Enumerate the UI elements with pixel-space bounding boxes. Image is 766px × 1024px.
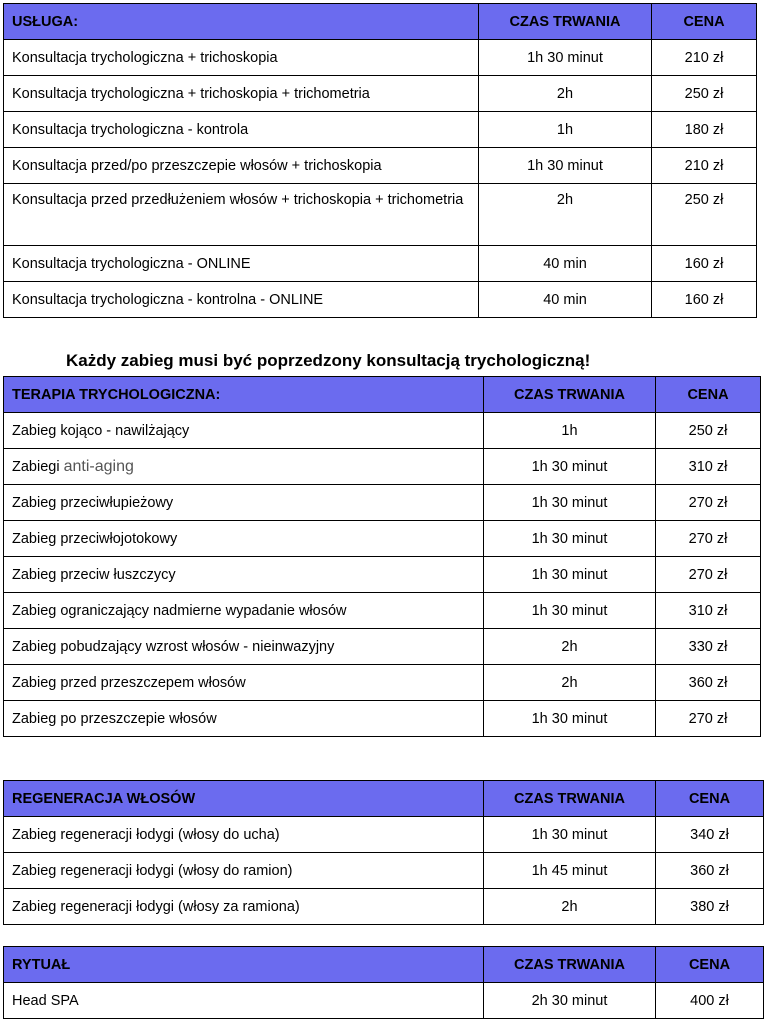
service-duration: 1h 30 minut xyxy=(484,701,656,737)
service-name: Zabieg regeneracji łodygi (włosy do ucha) xyxy=(4,817,484,853)
column-header-duration: CZAS TRWANIA xyxy=(484,377,656,413)
service-name: Zabieg ograniczający nadmierne wypadanie włosów xyxy=(4,593,484,629)
table-row xyxy=(4,557,761,593)
service-duration: 2h xyxy=(484,889,656,925)
table-header-row xyxy=(4,377,761,413)
service-name: Zabieg po przeszczepie włosów xyxy=(4,701,484,737)
service-name: Konsultacja przed/po przeszczepie włosów + trichoskopia xyxy=(4,148,479,184)
table-row xyxy=(4,521,761,557)
column-header-price: CENA xyxy=(652,4,757,40)
column-header-service: TERAPIA TRYCHOLOGICZNA: xyxy=(4,377,484,413)
table-header-row xyxy=(4,947,764,983)
service-name: Zabieg przeciwłojotokowy xyxy=(4,521,484,557)
table-header-row xyxy=(4,4,757,40)
hair-regeneration-table xyxy=(3,780,764,925)
table-row xyxy=(4,485,761,521)
table-row xyxy=(4,593,761,629)
service-name-highlight: anti-aging xyxy=(63,457,134,475)
column-header-price: CENA xyxy=(656,947,764,983)
table-row xyxy=(4,148,757,184)
ritual-table xyxy=(3,946,764,1019)
table-row xyxy=(4,76,757,112)
service-name: Zabieg pobudzający wzrost włosów - nieinwazyjny xyxy=(4,629,484,665)
service-duration: 2h 30 minut xyxy=(484,983,656,1019)
service-price: 360 zł xyxy=(656,853,764,889)
table-row xyxy=(4,449,761,485)
table-row xyxy=(4,112,757,148)
service-name: Konsultacja trychologiczna + trichoskopia + trichometria xyxy=(4,76,479,112)
service-name: Konsultacja przed przedłużeniem włosów + trichoskopia + trichometria xyxy=(4,184,479,246)
table-row xyxy=(4,413,761,449)
service-name: Konsultacja trychologiczna + trichoskopia xyxy=(4,40,479,76)
service-name: Zabieg regeneracji łodygi (włosy za ramiona) xyxy=(4,889,484,925)
service-duration: 1h 45 minut xyxy=(484,853,656,889)
column-header-duration: CZAS TRWANIA xyxy=(484,947,656,983)
service-duration: 40 min xyxy=(479,246,652,282)
service-price: 160 zł xyxy=(652,282,757,318)
column-header-duration: CZAS TRWANIA xyxy=(479,4,652,40)
service-price: 250 zł xyxy=(652,76,757,112)
service-price: 250 zł xyxy=(652,184,757,246)
service-name: Konsultacja trychologiczna - ONLINE xyxy=(4,246,479,282)
column-header-service: USŁUGA: xyxy=(4,4,479,40)
service-price: 270 zł xyxy=(656,701,761,737)
service-name: Zabieg regeneracji łodygi (włosy do ramion) xyxy=(4,853,484,889)
service-duration: 1h 30 minut xyxy=(484,485,656,521)
service-price: 180 zł xyxy=(652,112,757,148)
service-duration: 1h xyxy=(479,112,652,148)
service-name: Konsultacja trychologiczna - kontrolna - ONLINE xyxy=(4,282,479,318)
service-duration: 1h 30 minut xyxy=(484,593,656,629)
service-name: Zabieg przed przeszczepem włosów xyxy=(4,665,484,701)
column-header-duration: CZAS TRWANIA xyxy=(484,781,656,817)
service-name-prefix: Zabiegi xyxy=(12,458,64,475)
column-header-price: CENA xyxy=(656,377,761,413)
column-header-service: RYTUAŁ xyxy=(4,947,484,983)
service-price: 380 zł xyxy=(656,889,764,925)
service-duration: 1h xyxy=(484,413,656,449)
service-name: Zabieg kojąco - nawilżający xyxy=(4,413,484,449)
service-price: 270 zł xyxy=(656,557,761,593)
service-duration: 2h xyxy=(479,184,652,246)
service-duration: 1h 30 minut xyxy=(484,557,656,593)
service-price: 330 zł xyxy=(656,629,761,665)
service-price: 310 zł xyxy=(656,593,761,629)
table-row xyxy=(4,853,764,889)
service-price: 310 zł xyxy=(656,449,761,485)
column-header-service: REGENERACJA WŁOSÓW xyxy=(4,781,484,817)
service-duration: 40 min xyxy=(479,282,652,318)
service-price: 210 zł xyxy=(652,148,757,184)
table-row xyxy=(4,246,757,282)
service-name xyxy=(4,449,484,485)
service-name: Zabieg przeciw łuszczycy xyxy=(4,557,484,593)
service-price: 250 zł xyxy=(656,413,761,449)
service-price: 400 zł xyxy=(656,983,764,1019)
consultation-required-notice: Każdy zabieg musi być poprzedzony konsultacją trychologiczną! xyxy=(66,351,591,370)
service-duration: 1h 30 minut xyxy=(484,817,656,853)
service-duration: 2h xyxy=(484,665,656,701)
service-price: 210 zł xyxy=(652,40,757,76)
service-price: 340 zł xyxy=(656,817,764,853)
service-duration: 1h 30 minut xyxy=(484,521,656,557)
service-price: 270 zł xyxy=(656,485,761,521)
table-row xyxy=(4,889,764,925)
consultation-price-table xyxy=(3,3,757,318)
service-duration: 1h 30 minut xyxy=(479,40,652,76)
service-name: Head SPA xyxy=(4,983,484,1019)
service-price: 270 zł xyxy=(656,521,761,557)
service-duration: 2h xyxy=(479,76,652,112)
table-row xyxy=(4,184,757,246)
table-header-row xyxy=(4,781,764,817)
table-row xyxy=(4,282,757,318)
table-row xyxy=(4,665,761,701)
service-price: 360 zł xyxy=(656,665,761,701)
service-duration: 1h 30 minut xyxy=(479,148,652,184)
column-header-price: CENA xyxy=(656,781,764,817)
service-name: Konsultacja trychologiczna - kontrola xyxy=(4,112,479,148)
service-duration: 1h 30 minut xyxy=(484,449,656,485)
table-row xyxy=(4,629,761,665)
table-row xyxy=(4,40,757,76)
table-row xyxy=(4,817,764,853)
service-price: 160 zł xyxy=(652,246,757,282)
service-name: Zabieg przeciwłupieżowy xyxy=(4,485,484,521)
table-row xyxy=(4,983,764,1019)
service-duration: 2h xyxy=(484,629,656,665)
table-row xyxy=(4,701,761,737)
trichological-therapy-table xyxy=(3,376,761,737)
